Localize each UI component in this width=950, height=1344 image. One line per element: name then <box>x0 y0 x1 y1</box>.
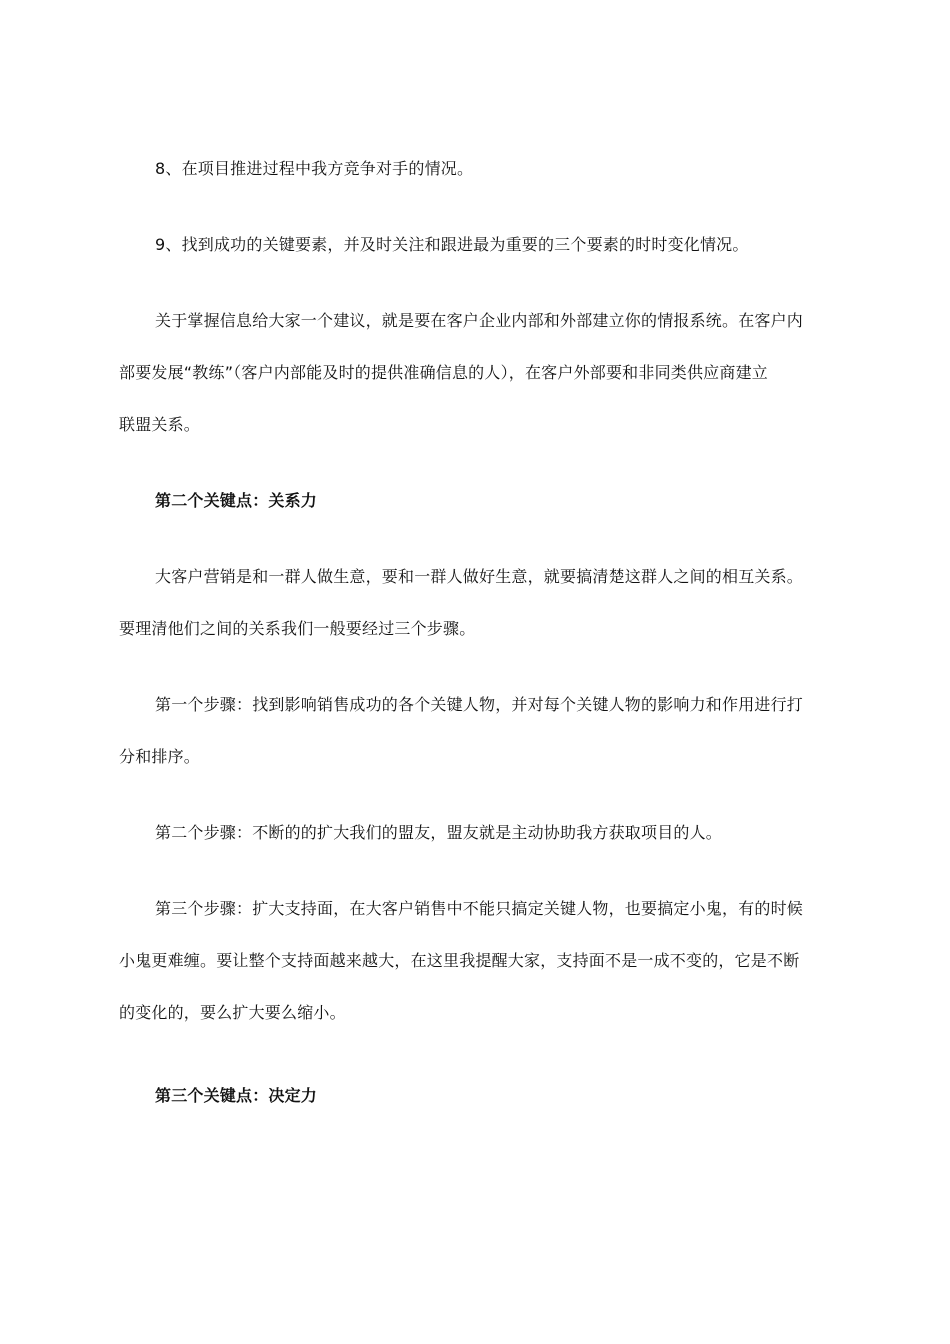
list-item-8: 8、在项目推进过程中我方竞争对手的情况。 <box>155 159 474 178</box>
step-1-line-1: 第一个步骤：找到影响销售成功的各个关键人物，并对每个关键人物的影响力和作用进行打 <box>155 695 804 714</box>
step-1-line-2: 分和排序。 <box>119 747 201 766</box>
step-2-paragraph: 第二个步骤：不断的的扩大我们的盟友，盟友就是主动协助我方获取项目的人。 <box>155 823 723 842</box>
relationship-intro-line-1: 大客户营销是和一群人做生意，要和一群人做好生意，就要搞清楚这群人之间的相互关系。 <box>155 567 804 586</box>
step-3-line-1: 第三个步骤：扩大支持面，在大客户销售中不能只搞定关键人物，也要搞定小鬼，有的时候 <box>155 899 804 918</box>
step-3-line-3: 的变化的，要么扩大要么缩小。 <box>119 1003 346 1022</box>
relationship-intro-line-2: 要理清他们之间的关系我们一般要经过三个步骤。 <box>119 619 476 638</box>
advice-paragraph-line-2: 部要发展“教练”（客户内部能及时的提供准确信息的人），在客户外部要和非同类供应商建立 <box>119 363 768 382</box>
step-3-line-2: 小鬼更难缠。要让整个支持面越来越大，在这里我提醒大家，支持面不是一成不变的，它是不断 <box>119 951 800 970</box>
advice-paragraph-line-1: 关于掌握信息给大家一个建议，就是要在客户企业内部和外部建立你的情报系统。在客户内 <box>155 311 804 330</box>
section-heading-decision: 第三个关键点：决定力 <box>155 1086 318 1105</box>
advice-paragraph-line-3: 联盟关系。 <box>119 415 201 434</box>
list-item-9: 9、找到成功的关键要素，并及时关注和跟进最为重要的三个要素的时时变化情况。 <box>155 235 749 254</box>
section-heading-relationship: 第二个关键点：关系力 <box>155 491 318 510</box>
